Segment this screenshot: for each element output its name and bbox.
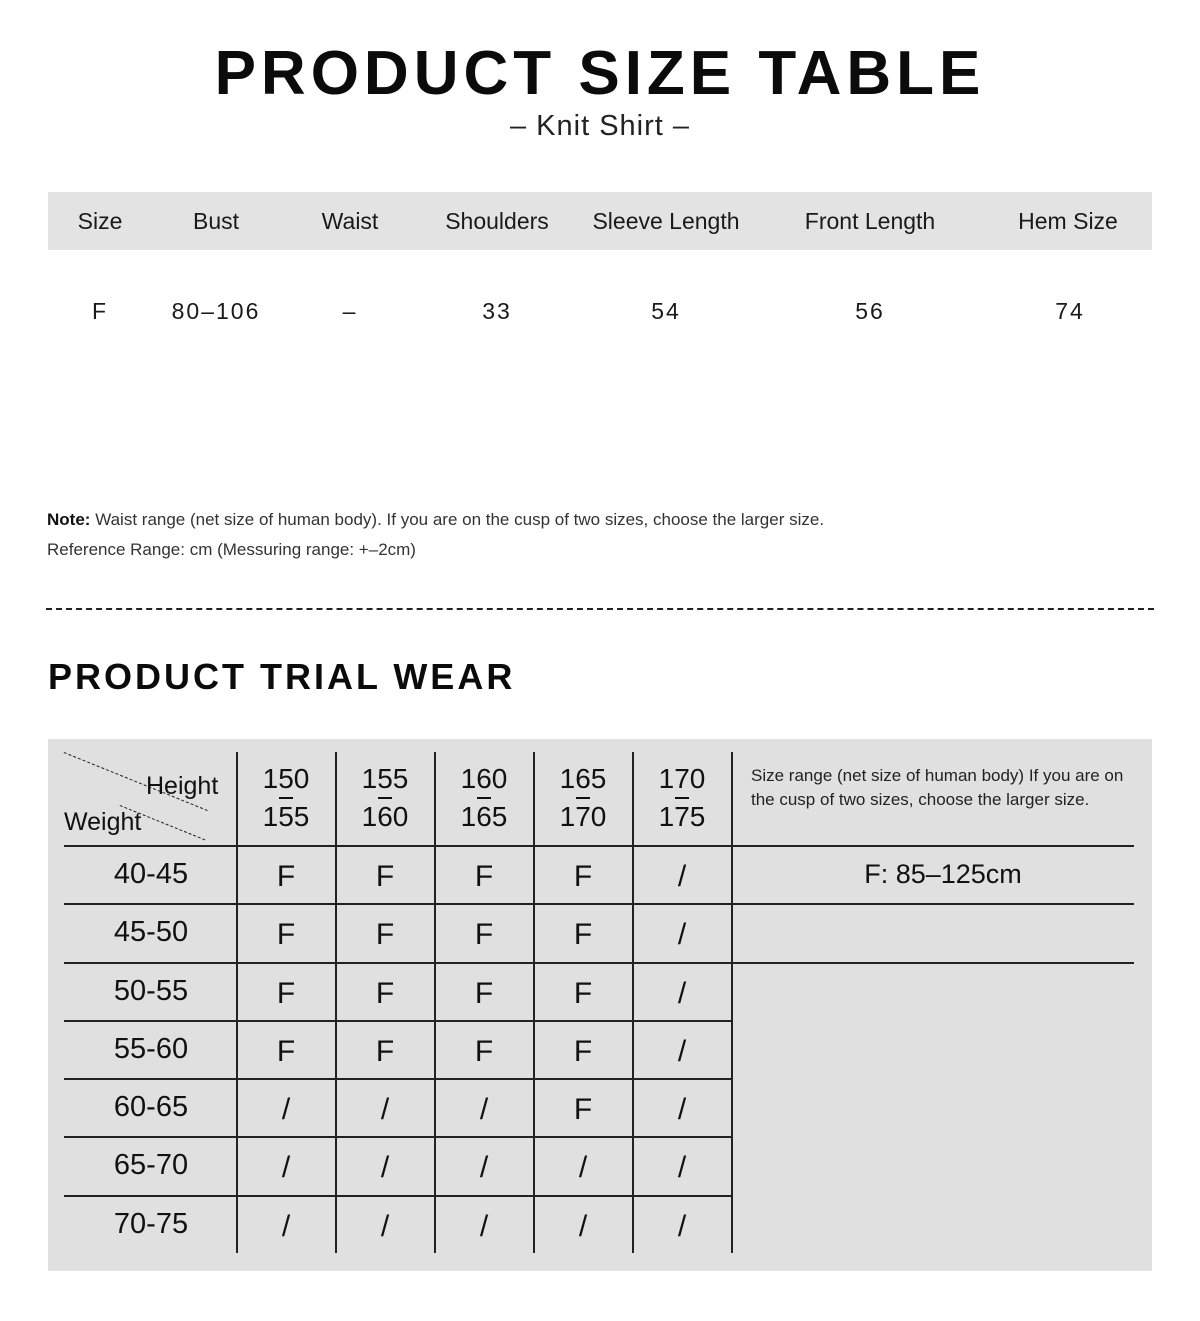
row-divider [64, 1020, 731, 1022]
height-header-cell [336, 765, 434, 831]
height-range-start: 150 [262, 763, 310, 794]
dashed-divider [46, 608, 1154, 610]
product-subtitle: – Knit Shirt – [509, 110, 691, 142]
height-header-cell [633, 765, 731, 831]
height-header-cell [237, 765, 335, 831]
fit-cell: / [578, 1151, 588, 1184]
fit-cell: F [375, 860, 395, 893]
fit-cell: / [677, 860, 687, 893]
fit-cell: / [479, 1093, 489, 1126]
fit-cell: / [380, 1210, 390, 1243]
fit-cell: F [474, 860, 494, 893]
fit-cell: / [677, 977, 687, 1010]
fit-cell: / [677, 918, 687, 951]
fit-cell: / [677, 1093, 687, 1126]
height-range-end: 170 [559, 801, 607, 832]
page-title: PRODUCT SIZE TABLE [214, 39, 986, 108]
range-dash [576, 797, 590, 799]
height-range-end: 175 [658, 801, 706, 832]
range-dash [675, 797, 689, 799]
hem-size-cell: 74 [1055, 298, 1085, 324]
front-length-cell: 56 [855, 298, 885, 324]
column-header-hem-size: Hem Size [1018, 208, 1118, 234]
range-dash [279, 797, 293, 799]
fit-cell: F [276, 1035, 296, 1068]
fit-cell: F [375, 977, 395, 1010]
column-header-shoulders: Shoulders [445, 208, 549, 234]
size-range-note: Size range (net size of human body) If you are on the cusp of two sizes, choose the larger size. [751, 766, 1124, 809]
fit-cell: / [677, 1035, 687, 1068]
fit-cell: / [479, 1210, 489, 1243]
size-table-header [48, 192, 1152, 250]
weight-cell: 65-70 [113, 1149, 189, 1181]
waist-cell: – [342, 298, 358, 324]
size-range-value: F: 85–125cm [864, 859, 1022, 889]
note-line-1 [47, 510, 824, 530]
column-header-front-length: Front Length [804, 208, 936, 234]
fit-cell: F [474, 1035, 494, 1068]
height-header-cell [534, 765, 632, 831]
row-divider [64, 1195, 731, 1197]
table-row [48, 296, 1152, 330]
section-title: PRODUCT TRIAL WEAR [48, 656, 516, 697]
shoulders-cell: 33 [482, 298, 512, 324]
size-cell: F [91, 298, 109, 324]
height-range-start: 155 [361, 763, 409, 794]
fit-cell: F [573, 1035, 593, 1068]
height-range-start: 160 [460, 763, 508, 794]
weight-cell: 55-60 [113, 1033, 189, 1065]
fit-cell: F [573, 918, 593, 951]
weight-cell: 70-75 [113, 1208, 189, 1240]
fit-cell: F [573, 977, 593, 1010]
note-line-2: Reference Range: cm (Messuring range: +–2cm) [47, 540, 416, 559]
fit-cell: F [573, 860, 593, 893]
fit-cell: / [677, 1151, 687, 1184]
height-range-end: 165 [460, 801, 508, 832]
column-divider [731, 752, 733, 1253]
column-header-size: Size [77, 208, 123, 234]
column-header-waist: Waist [321, 208, 379, 234]
row-divider [64, 1136, 731, 1138]
row-divider [64, 1078, 731, 1080]
fit-cell: / [479, 1151, 489, 1184]
height-label: Height [146, 772, 219, 800]
row-divider [64, 903, 1134, 905]
fit-cell: / [281, 1210, 291, 1243]
height-range-start: 170 [658, 763, 706, 794]
note-text: Waist range (net size of human body). If you are on the cusp of two sizes, choose the larger size. [95, 510, 825, 529]
fit-cell: / [281, 1093, 291, 1126]
fit-cell: F [474, 977, 494, 1010]
sleeve-length-cell: 54 [651, 298, 681, 324]
fit-cell: / [677, 1210, 687, 1243]
fit-cell: F [573, 1093, 593, 1126]
fit-cell: / [578, 1210, 588, 1243]
fit-cell: F [276, 918, 296, 951]
column-header-bust: Bust [192, 208, 240, 234]
row-divider [64, 845, 1134, 847]
weight-cell: 60-65 [113, 1091, 189, 1123]
height-range-start: 165 [559, 763, 607, 794]
bust-cell: 80–106 [171, 298, 261, 324]
range-dash [477, 797, 491, 799]
height-range-end: 160 [361, 801, 409, 832]
weight-cell: 40-45 [113, 858, 189, 890]
fit-cell: F [474, 918, 494, 951]
weight-cell: 50-55 [113, 975, 189, 1007]
column-header-sleeve-length: Sleeve Length [592, 208, 740, 234]
fit-cell: F [375, 918, 395, 951]
height-range-end: 155 [262, 801, 310, 832]
fit-cell: / [380, 1151, 390, 1184]
fit-cell: F [375, 1035, 395, 1068]
fit-cell: / [281, 1151, 291, 1184]
fit-cell: F [276, 860, 296, 893]
fit-cell: F [276, 977, 296, 1010]
height-header-cell [435, 765, 533, 831]
weight-label: Weight [64, 808, 142, 836]
note-label: Note: [47, 510, 91, 529]
row-divider [64, 962, 1134, 964]
weight-cell: 45-50 [113, 916, 189, 948]
fit-cell: / [380, 1093, 390, 1126]
range-dash [378, 797, 392, 799]
